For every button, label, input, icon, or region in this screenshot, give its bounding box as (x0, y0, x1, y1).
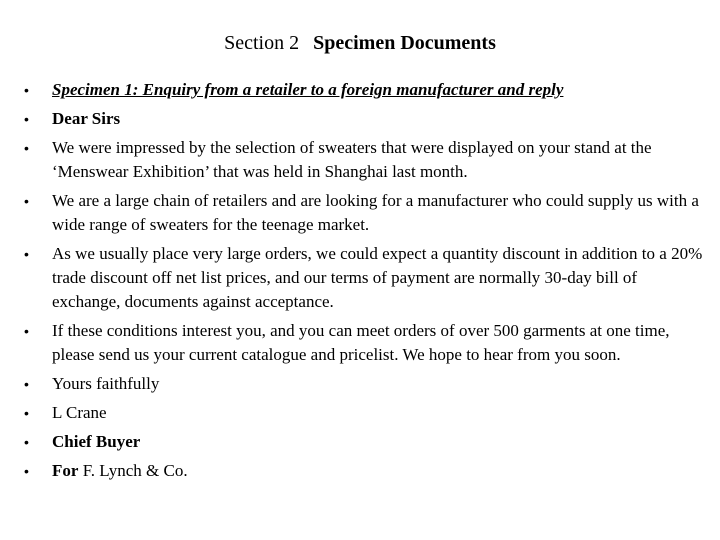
salutation: Dear Sirs (52, 109, 121, 128)
list-item-closing (0, 372, 720, 396)
specimen-heading: Specimen 1: Enquiry from a retailer to a foreign manufacturer and reply (52, 80, 564, 99)
list-item (0, 136, 720, 184)
paragraph-text: If these conditions interest you, and you can meet orders of over 500 garments at one time, please send us your current catalogue and pricelist. We hope to hear from you soon. (52, 321, 670, 364)
paragraph-text: As we usually place very large orders, we could expect a quantity discount in addition to a 20% trade discount off net list prices, and our terms of payment are normally 30-day bill of exchange, documents against acceptance. (52, 244, 703, 311)
bullet-icon: • (24, 405, 29, 421)
paragraph-text: We are a large chain of retailers and are looking for a manufacturer who could supply us with a wide range of sweaters for the teenage market. (52, 191, 699, 234)
company-name: F. Lynch & Co. (82, 461, 188, 480)
bullet-icon: • (24, 246, 29, 262)
title-section-label: Section 2 (224, 32, 300, 54)
bullet-icon: • (24, 323, 29, 339)
list-item (0, 319, 720, 367)
list-item-salutation (0, 107, 720, 131)
list-item-specimen-heading (0, 78, 720, 102)
paragraph-text: We were impressed by the selection of sweaters that were displayed on your stand at the ‘Menswear Exhibition’ that was held in Shanghai last month. (52, 138, 652, 181)
list-item (0, 242, 720, 314)
page-title (0, 31, 720, 55)
list-item-signatory (0, 401, 720, 425)
bullet-icon: • (24, 376, 29, 392)
signatory-name: L Crane (52, 403, 107, 422)
title-main-label: Specimen Documents (313, 32, 496, 54)
closing-text: Yours faithfully (52, 374, 160, 393)
bullet-icon: • (24, 140, 29, 156)
list-item (0, 189, 720, 237)
bullet-icon: • (24, 434, 29, 450)
bullet-icon: • (24, 463, 29, 479)
list-item-company (0, 459, 720, 483)
bullet-list (0, 78, 720, 488)
company-prefix: For (52, 461, 79, 480)
list-item-position (0, 430, 720, 454)
bullet-icon: • (24, 193, 29, 209)
bullet-icon: • (24, 82, 29, 98)
signatory-position: Chief Buyer (52, 432, 141, 451)
bullet-icon: • (24, 111, 29, 127)
